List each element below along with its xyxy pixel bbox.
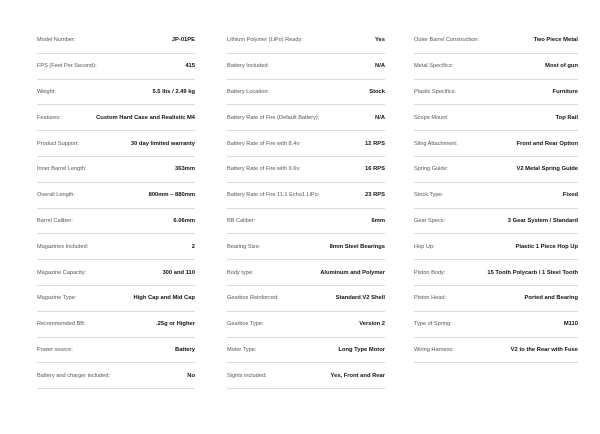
spec-value: N/A (375, 114, 385, 121)
spec-label: Wiring Harness: (414, 346, 454, 353)
spec-row (414, 338, 578, 364)
spec-label: Spring Guide: (414, 166, 449, 173)
spec-value: Battery (175, 346, 195, 353)
spec-label: Battery Rate of Fire 11.1 Echo1 LiPo: (227, 192, 320, 199)
spec-row (414, 312, 578, 338)
spec-label: Battery Included: (227, 63, 269, 70)
spec-value: 5.5 lbs / 2.49 kg (152, 88, 195, 95)
spec-row (37, 286, 195, 312)
spec-column-1 (37, 28, 195, 389)
spec-label: Gear Specs: (414, 217, 446, 224)
spec-label: Lithium Polymer (LiPo) Ready: (227, 37, 303, 44)
spec-label: Sights included: (227, 372, 267, 379)
spec-row (227, 234, 385, 260)
spec-row (37, 312, 195, 338)
spec-value: Plastic 1 Piece Hop Up (515, 243, 578, 250)
spec-label: Product Support: (37, 140, 79, 147)
spec-label: Features: (37, 114, 61, 121)
spec-label: Inner Barrel Length: (37, 166, 87, 173)
spec-label: Weight: (37, 88, 56, 95)
spec-row (37, 54, 195, 80)
spec-row (227, 286, 385, 312)
spec-label: Battery Rate of Fire with 9.6v: (227, 166, 301, 173)
spec-value: 8mm Steel Bearings (329, 243, 385, 250)
spec-value: Furniture (552, 88, 578, 95)
spec-column-3 (414, 28, 578, 363)
spec-label: Plastic Specifics: (414, 88, 456, 95)
spec-label: Outer Barrel Construction: (414, 37, 479, 44)
spec-value: 15 Tooth Polycarb / 1 Steel Tooth (487, 269, 578, 276)
spec-value: 6mm (371, 217, 385, 224)
spec-label: Gearbox Type: (227, 321, 264, 328)
spec-row (37, 80, 195, 106)
spec-row (227, 80, 385, 106)
spec-column-2 (227, 28, 385, 389)
spec-label: Piston Body: (414, 269, 446, 276)
spec-row (414, 54, 578, 80)
spec-value: Ported and Bearing (524, 295, 578, 302)
spec-label: Stock Type: (414, 192, 444, 199)
spec-value: Most of gun (545, 63, 578, 70)
spec-value: 3 Gear System / Standard (507, 217, 578, 224)
spec-value: Custom Hard Case and Realistic M4 (96, 114, 195, 121)
spec-value: 800mm – 880mm (148, 192, 195, 199)
spec-label: Power source: (37, 346, 73, 353)
spec-row (37, 363, 195, 389)
spec-value: High Cap and Mid Cap (133, 295, 195, 302)
spec-row (414, 183, 578, 209)
spec-label: Model Number: (37, 37, 76, 44)
spec-row (227, 54, 385, 80)
spec-value: 23 RPS (365, 192, 385, 199)
spec-label: Sling Attachment: (414, 140, 458, 147)
spec-row (414, 105, 578, 131)
spec-label: Metal Specifics: (414, 63, 454, 70)
spec-value: 2 (191, 243, 195, 250)
spec-value: Version 2 (359, 321, 385, 328)
spec-label: Battery Rate of Fire with 8.4v: (227, 140, 301, 147)
spec-label: Battery Rate of Fire (Default Battery): (227, 114, 320, 121)
spec-label: Battery Location: (227, 88, 269, 95)
spec-value: .25g or Higher (156, 321, 195, 328)
spec-label: Magazines Included: (37, 243, 89, 250)
spec-row (37, 157, 195, 183)
spec-row (37, 131, 195, 157)
spec-row (37, 28, 195, 54)
spec-row (227, 183, 385, 209)
spec-value: Front and Rear Option (516, 140, 578, 147)
spec-row (227, 338, 385, 364)
spec-row (414, 157, 578, 183)
spec-label: Gearbox Reinforced: (227, 295, 279, 302)
spec-label: Barrel Caliber: (37, 217, 73, 224)
spec-value: V2 to the Rear with Fuse (510, 346, 578, 353)
spec-label: Type of Spring: (414, 321, 452, 328)
spec-value: Standard V2 Shell (335, 295, 385, 302)
spec-value: 16 RPS (365, 166, 385, 173)
spec-label: Scope Mount: (414, 114, 449, 121)
spec-label: Magazine Capacity: (37, 269, 87, 276)
spec-value: 363mm (175, 166, 195, 173)
spec-value: N/A (375, 63, 385, 70)
spec-label: Overall Length: (37, 192, 75, 199)
spec-label: Body type: (227, 269, 254, 276)
spec-label: Piston Head: (414, 295, 447, 302)
spec-row (414, 234, 578, 260)
spec-row (227, 131, 385, 157)
spec-row (37, 105, 195, 131)
spec-value: 415 (185, 63, 195, 70)
spec-value: Yes (375, 37, 385, 44)
spec-value: Yes, Front and Rear (330, 372, 385, 379)
spec-row (414, 286, 578, 312)
spec-row (227, 363, 385, 389)
spec-label: Hop Up: (414, 243, 435, 250)
spec-label: FPS (Feet Per Second): (37, 63, 97, 70)
spec-row (37, 338, 195, 364)
spec-label: Magazine Type: (37, 295, 77, 302)
spec-value: JP-01PE (171, 37, 195, 44)
spec-row (37, 183, 195, 209)
spec-value: Two Piece Metal (533, 37, 578, 44)
spec-label: Bearing Size: (227, 243, 261, 250)
spec-row (414, 28, 578, 54)
spec-row (227, 209, 385, 235)
spec-value: 30 day limited warranty (130, 140, 195, 147)
spec-label: BB Caliber: (227, 217, 256, 224)
spec-row (227, 260, 385, 286)
spec-value: M110 (563, 321, 578, 328)
spec-row (227, 105, 385, 131)
spec-row (37, 234, 195, 260)
spec-value: Stock (369, 88, 385, 95)
spec-row (227, 157, 385, 183)
spec-row (227, 28, 385, 54)
spec-value: Top Rail (555, 114, 578, 121)
spec-row (414, 260, 578, 286)
spec-label: Battery and charger included: (37, 372, 111, 379)
spec-value: Aluminum and Polymer (320, 269, 385, 276)
spec-row (37, 209, 195, 235)
spec-row (414, 131, 578, 157)
spec-row (414, 209, 578, 235)
spec-value: 12 RPS (365, 140, 385, 147)
spec-row (227, 312, 385, 338)
spec-row (414, 80, 578, 106)
spec-label: Recommended BB: (37, 321, 86, 328)
spec-value: 6.06mm (173, 217, 195, 224)
spec-value: No (187, 372, 195, 379)
spec-value: V2 Metal Spring Guide (516, 166, 578, 173)
spec-value: Long Type Motor (338, 346, 385, 353)
spec-value: Fixed (562, 192, 578, 199)
spec-row (37, 260, 195, 286)
spec-value: 300 and 110 (162, 269, 195, 276)
spec-label: Motor Type: (227, 346, 257, 353)
